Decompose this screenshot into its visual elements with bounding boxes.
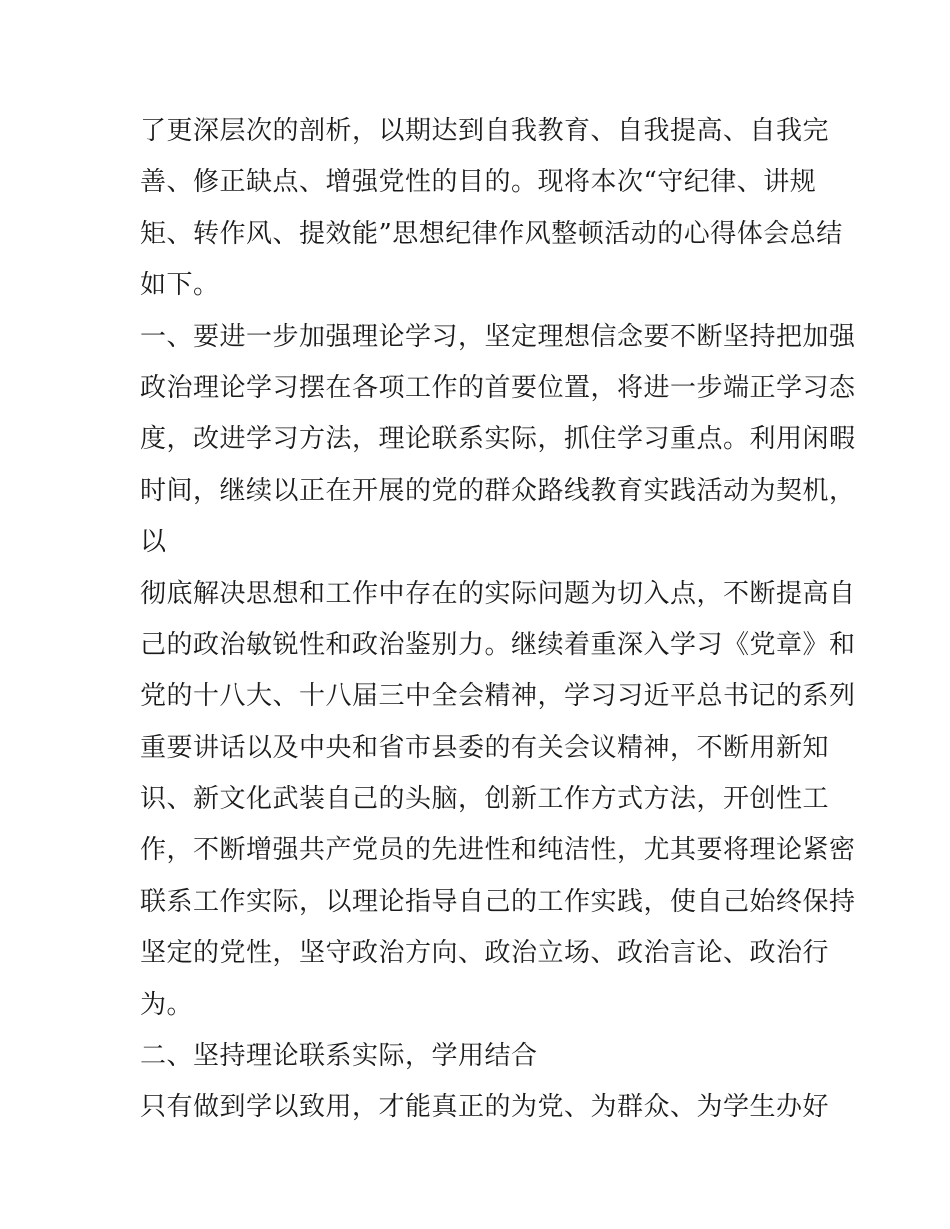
text-line: 重要讲话以及中央和省市县委的有关会议精神，不断用新知 bbox=[140, 732, 830, 763]
text-line: 为。 bbox=[140, 989, 194, 1020]
text-line: 如下。 bbox=[140, 270, 220, 301]
text-line: 时间，继续以正在开展的党的群众路线教育实践活动为契机， bbox=[140, 475, 856, 506]
text-line: 己的政治敏锐性和政治鉴别力。继续着重深入学习《党章》和 bbox=[140, 629, 856, 660]
text-line: 只有做到学以致用，才能真正的为党、为群众、为学生办好 bbox=[140, 1092, 830, 1123]
text-line: 矩、转作风、提效能”思想纪律作风整顿活动的心得体会总结 bbox=[140, 218, 843, 249]
text-line: 了更深层次的剖析，以期达到自我教育、自我提高、自我完 bbox=[140, 116, 830, 146]
text-line: 联系工作实际，以理论指导自己的工作实践，使自己始终保持 bbox=[140, 886, 856, 917]
text-line: 作，不断增强共产党员的先进性和纯洁性，尤其要将理论紧密 bbox=[140, 835, 856, 866]
text-line: 识、新文化武装自己的头脑，创新工作方式方法，开创性工 bbox=[140, 784, 830, 815]
section-heading: 二、坚持理论联系实际，学用结合 bbox=[140, 1041, 538, 1072]
text-line: 党的十八大、十八届三中全会精神，学习习近平总书记的系列 bbox=[140, 681, 856, 712]
text-line: 以 bbox=[140, 527, 167, 558]
text-line: 政治理论学习摆在各项工作的首要位置，将进一步端正学习态 bbox=[140, 372, 856, 403]
section-heading: 一、要进一步加强理论学习，坚定理想信念要不断坚持把加强 bbox=[140, 321, 856, 352]
text-line: 善、修正缺点、增强党性的目的。现将本次“守纪律、讲规 bbox=[140, 167, 817, 198]
document-body bbox=[140, 106, 856, 1134]
text-line: 度，改进学习方法，理论联系实际，抓住学习重点。利用闲暇 bbox=[140, 424, 856, 455]
text-line: 坚定的党性，坚守政治方向、政治立场、政治言论、政治行 bbox=[140, 938, 830, 969]
text-line: 彻底解决思想和工作中存在的实际问题为切入点，不断提高自 bbox=[140, 578, 856, 609]
